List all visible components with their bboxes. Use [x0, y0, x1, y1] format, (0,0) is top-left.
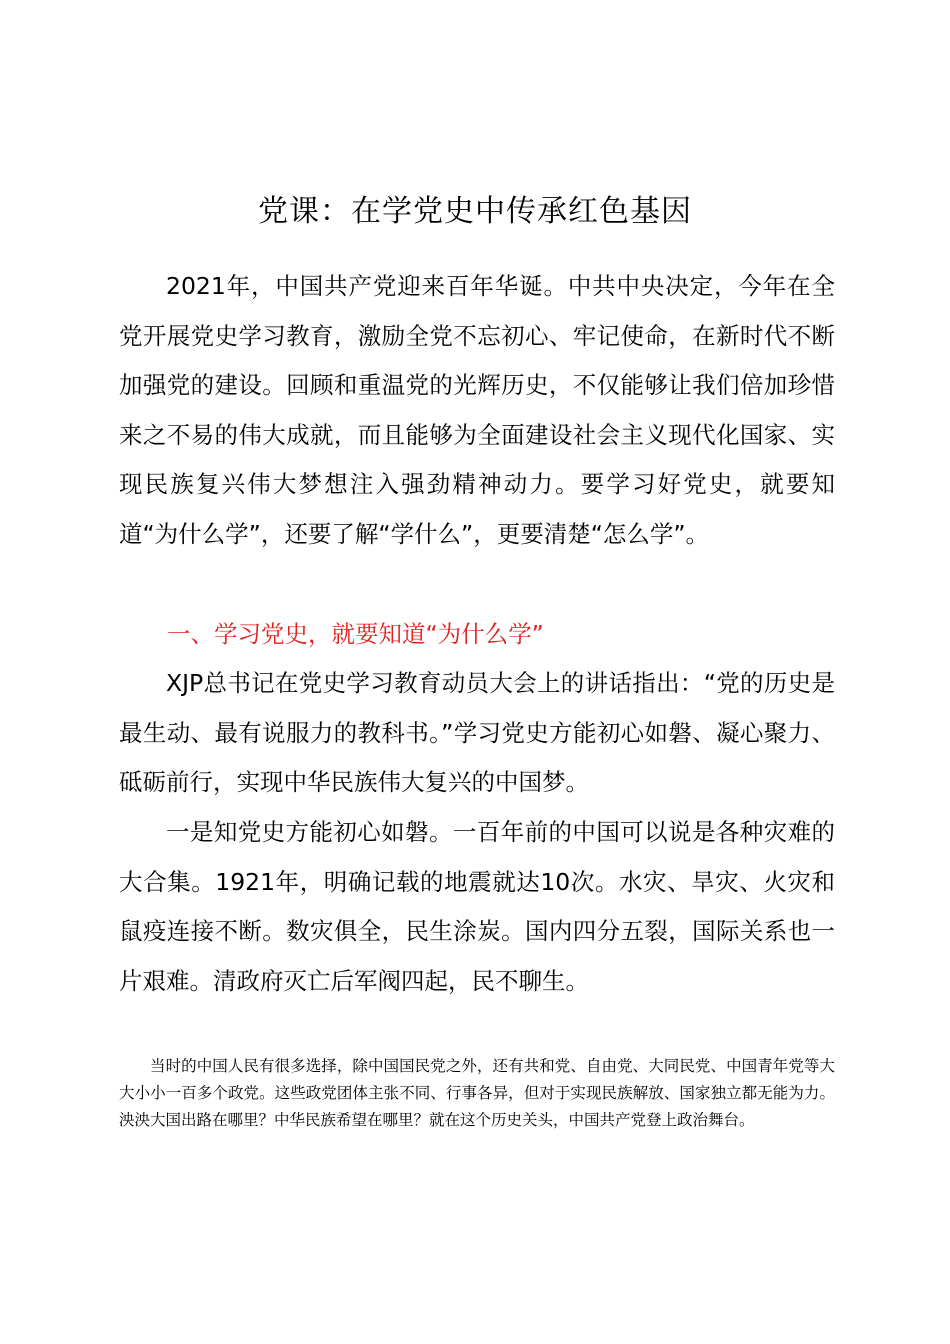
section-paragraph-original-mission: 一是知党史方能初心如磐。一百年前的中国可以说是各种灾难的大合集。1921年，明确记载的地震就达10次。水灾、旱灾、火灾和鼠疫连接不断。数灾俱全，民生涂炭。国内四分五裂，国际关系也一片艰难。清政府灭亡后军阀四起，民不聊生。: [119, 818, 835, 995]
page-title: 党课：在学党史中传承红色基因: [258, 194, 692, 229]
section-paragraph-speech-quote: XJP总书记在党史学习教育动员大会上的讲话指出：“党的历史是最生动、最有说服力的教科书。”学习党史方能初心如磐、凝心聚力、砥砺前行，实现中华民族伟大复兴的中国梦。: [119, 669, 835, 796]
section-paragraph-political-parties: 当时的中国人民有很多选择，除中国国民党之外，还有共和党、自由党、大同民党、中国青年党等大大小小一百多个政党。这些政党团体主张不同、行事各异，但对于实现民族解放、国家独立都无能为力。泱泱大国出路在哪里？中华民族希望在哪里？就在这个历史关头，中国共产党登上政治舞台。: [119, 1057, 835, 1129]
intro-paragraph: 2021年，中国共产党迎来百年华诞。中共中央决定，今年在全党开展党史学习教育，激励全党不忘初心、牢记使命，在新时代不断加强党的建设。回顾和重温党的光辉历史，不仅能够让我们倍加珍惜来之不易的伟大成就，而且能够为全面建设社会主义现代化国家、实现民族复兴伟大梦想注入强劲精神动力。要学习好党史，就要知道“为什么学”，还要了解“学什么”，更要清楚“怎么学”。: [119, 272, 835, 548]
section-heading-why-learn: 一、学习党史，就要知道“为什么学”: [167, 620, 544, 648]
